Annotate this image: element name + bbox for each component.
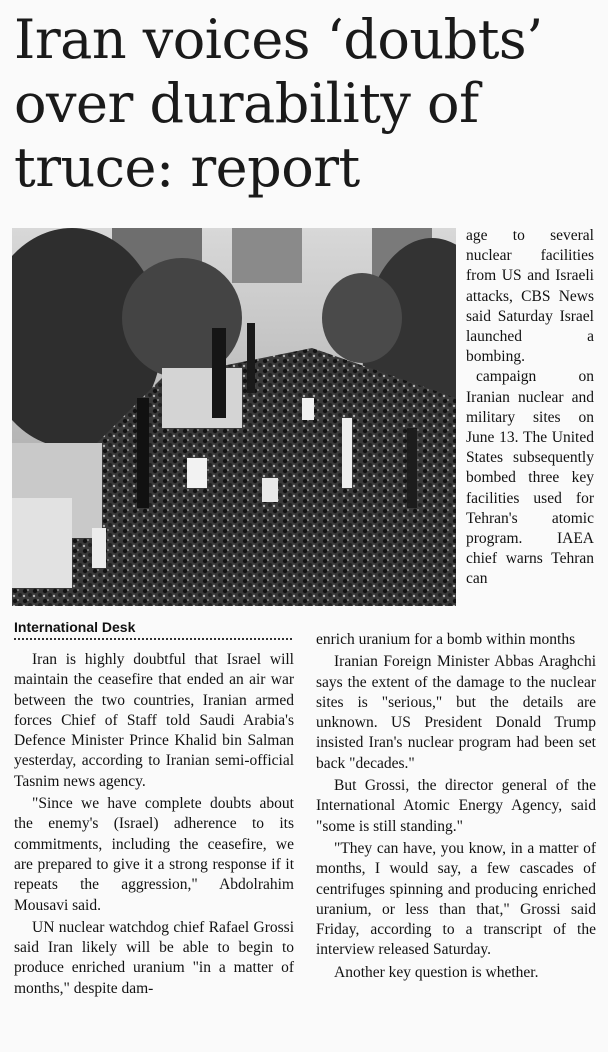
left-column [14,650,294,1001]
paragraph: Iran is highly doubtful that Israel will maintain the ceasefire that ended an air war between the two countries, Iranian armed forces Chief of Staff told Saudi Arabia's Defence Minister Prince Khalid bin Salman yesterday, according to Iranian semi-official Tasnim news agency. [14,651,294,790]
right-column [316,630,596,985]
news-photo [12,228,456,606]
paragraph: campaign on Iranian nuclear and military sites on June 13. The United States subsequently bombed three key facilities used for Tehran's atomic program. IAEA chief warns Tehran can [466,368,594,588]
paragraph: UN nuclear watchdog chief Rafael Grossi said Iran likely will be able to begin to produce enriched uranium "in a matter of months," despite dam- [14,918,294,997]
paragraph: enrich uranium for a bomb within months [316,631,576,648]
dotted-rule [14,638,292,640]
paragraph: age to several nuclear facilities from US and Israeli attacks, CBS News said Saturday Israel launched a bombing. [466,227,594,366]
paragraph: Another key question is whether. [334,963,539,981]
paragraph: But Grossi, the director general of the International Atomic Energy Agency, said "some is still standing." [316,777,596,835]
paragraph: "Since we have complete doubts about the enemy's (Israel) adherence to its commitments, including the ceasefire, we are prepared to give it a strong response if it repeats the aggression," Abdolrahim Mousavi said. [14,795,294,914]
right-column-top [466,226,594,590]
paragraph: Iranian Foreign Minister Abbas Araghchi says the extent of the damage to the nuclear sites is "serious," but the details are unknown. US President Donald Trump insisted Iran's nuclear program had been set back "decades." [316,653,596,772]
desk-label: International Desk [14,619,136,635]
paragraph: "They can have, you know, in a matter of months, I would say, a few cascades of centrifuges spinning and producing enriched uranium, or less than that," Grossi said Friday, according to a transcript of the interview released Saturday. [316,839,596,959]
headline: Iran voices ‘doubts’ over durability of truce: report [14,8,543,199]
crowd-march-image [12,228,456,606]
